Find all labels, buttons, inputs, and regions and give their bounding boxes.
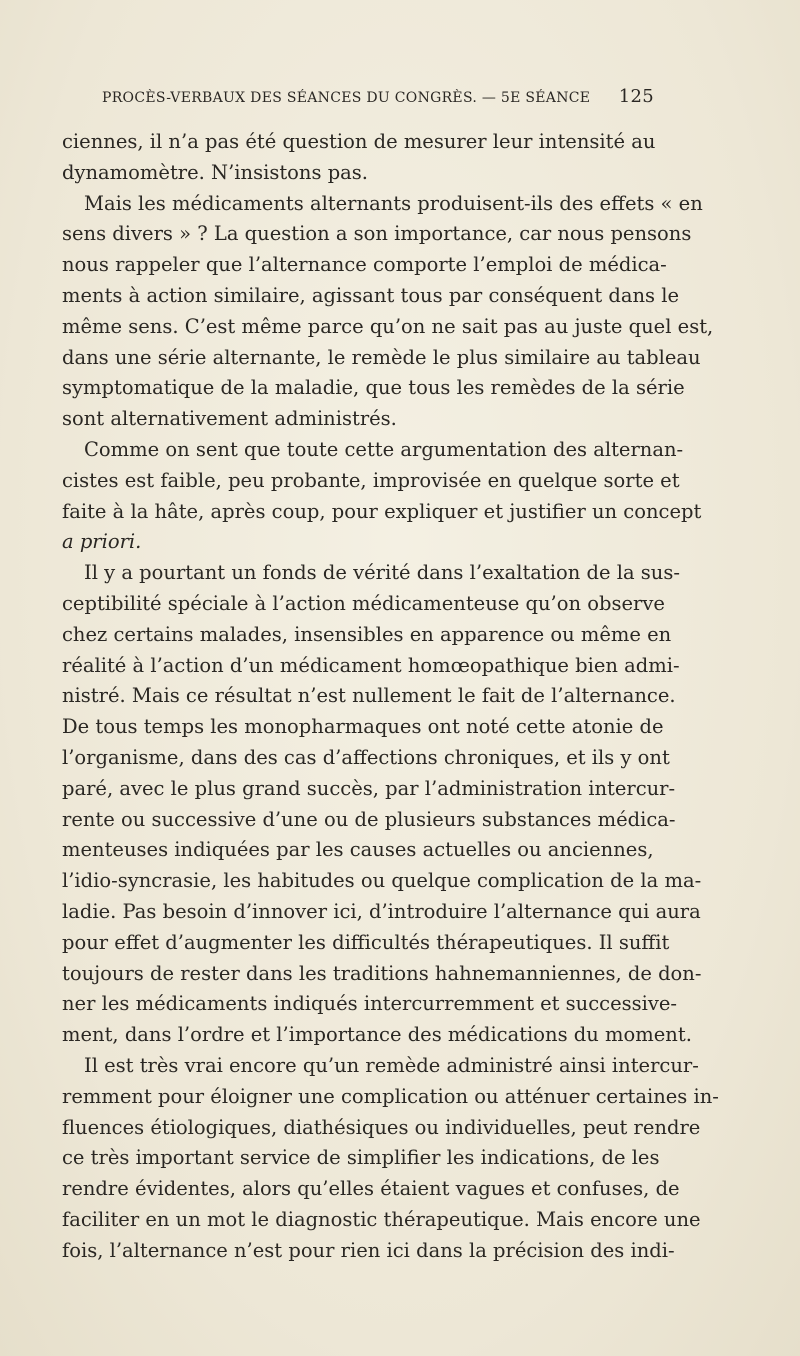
text-line: l’idio-syncrasie, les habitudes ou quelque complication de la ma-	[62, 869, 702, 893]
text-line: ciennes, il n’a pas été question de mesurer leur intensité au	[62, 130, 656, 153]
text-line: Mais les médicaments alternants produisent-ils des effets « en	[84, 191, 703, 215]
text-line: rente ou successive d’une ou de plusieurs substances médica-	[62, 807, 676, 831]
text-line: réalité à l’action d’un médicament homœopathique bien admi-	[62, 653, 680, 677]
text-line: faite à la hâte, après coup, pour expliquer et justifier un concept	[62, 499, 702, 523]
text-line: pour effet d’augmenter les difficultés thérapeutiques. Il suffit	[62, 930, 670, 954]
text-line: toujours de rester dans les traditions hahnemanniennes, de don-	[62, 961, 702, 985]
text-line: sont alternativement administrés.	[62, 407, 397, 431]
text-line: cistes est faible, peu probante, improvisée en quelque sorte et	[62, 468, 680, 492]
text-line: Comme on sent que toute cette argumentation des alternan-	[84, 437, 684, 461]
page-number: 125	[618, 86, 654, 107]
text-line: même sens. C’est même parce qu’on ne sait pas au juste quel est,	[62, 314, 714, 338]
text-line: menteuses indiquées par les causes actuelles ou anciennes,	[62, 838, 654, 862]
text-line: Il est très vrai encore qu’un remède administré ainsi intercur-	[84, 1053, 699, 1077]
text-line: chez certains malades, insensibles en apparence ou même en	[62, 622, 672, 646]
text-line: nous rappeler que l’alternance comporte l’emploi de médica-	[62, 253, 667, 277]
text-line: symptomatique de la maladie, que tous les remèdes de la série	[62, 376, 685, 400]
text-line: De tous temps les monopharmaques ont noté cette atonie de	[62, 715, 664, 739]
text-line: sens divers » ? La question a son importance, car nous pensons	[62, 222, 692, 246]
text-line: rendre évidentes, alors qu’elles étaient vagues et confuses, de	[62, 1177, 680, 1201]
text-line	[62, 527, 646, 558]
text-line: ladie. Pas besoin d’innover ici, d’introduire l’alternance qui aura	[62, 899, 701, 923]
text-line: Il y a pourtant un fonds de vérité dans l’exaltation de la sus-	[84, 561, 680, 585]
text-line: nistré. Mais ce résultat n’est nullement le fait de l’alternance.	[62, 684, 676, 708]
text-line: paré, avec le plus grand succès, par l’administration intercur-	[62, 776, 676, 800]
body-text	[62, 127, 719, 1266]
text-line: faciliter en un mot le diagnostic thérapeutique. Mais encore une	[62, 1207, 701, 1231]
text-line: ce très important service de simplifier les indications, de les	[62, 1146, 660, 1170]
running-head-title: PROCÈS-VERBAUX DES SÉANCES DU CONGRÈS. — 5E SÉANCE	[102, 90, 591, 106]
text-line: fois, l’alternance n’est pour rien ici dans la précision des indi-	[62, 1238, 675, 1262]
text-line: ceptibilité spéciale à l’action médicamenteuse qu’on observe	[62, 591, 665, 615]
text-line: ment, dans l’ordre et l’importance des médications du moment.	[62, 1023, 692, 1047]
text-line: dans une série alternante, le remède le plus similaire au tableau	[62, 345, 701, 369]
text-line: fluences étiologiques, diathésiques ou individuelles, peut rendre	[62, 1115, 701, 1139]
text-line: dynamomètre. N’insistons pas.	[62, 160, 369, 184]
text-line: ments à action similaire, agissant tous par conséquent dans le	[62, 283, 680, 307]
text-line: remment pour éloigner une complication ou atténuer certaines in-	[62, 1084, 719, 1108]
italic-text: a priori.	[62, 530, 142, 554]
text-line: ner les médicaments indiqués intercurremment et successive-	[62, 992, 678, 1016]
text-line: l’organisme, dans des cas d’affections chroniques, et ils y ont	[62, 745, 670, 769]
